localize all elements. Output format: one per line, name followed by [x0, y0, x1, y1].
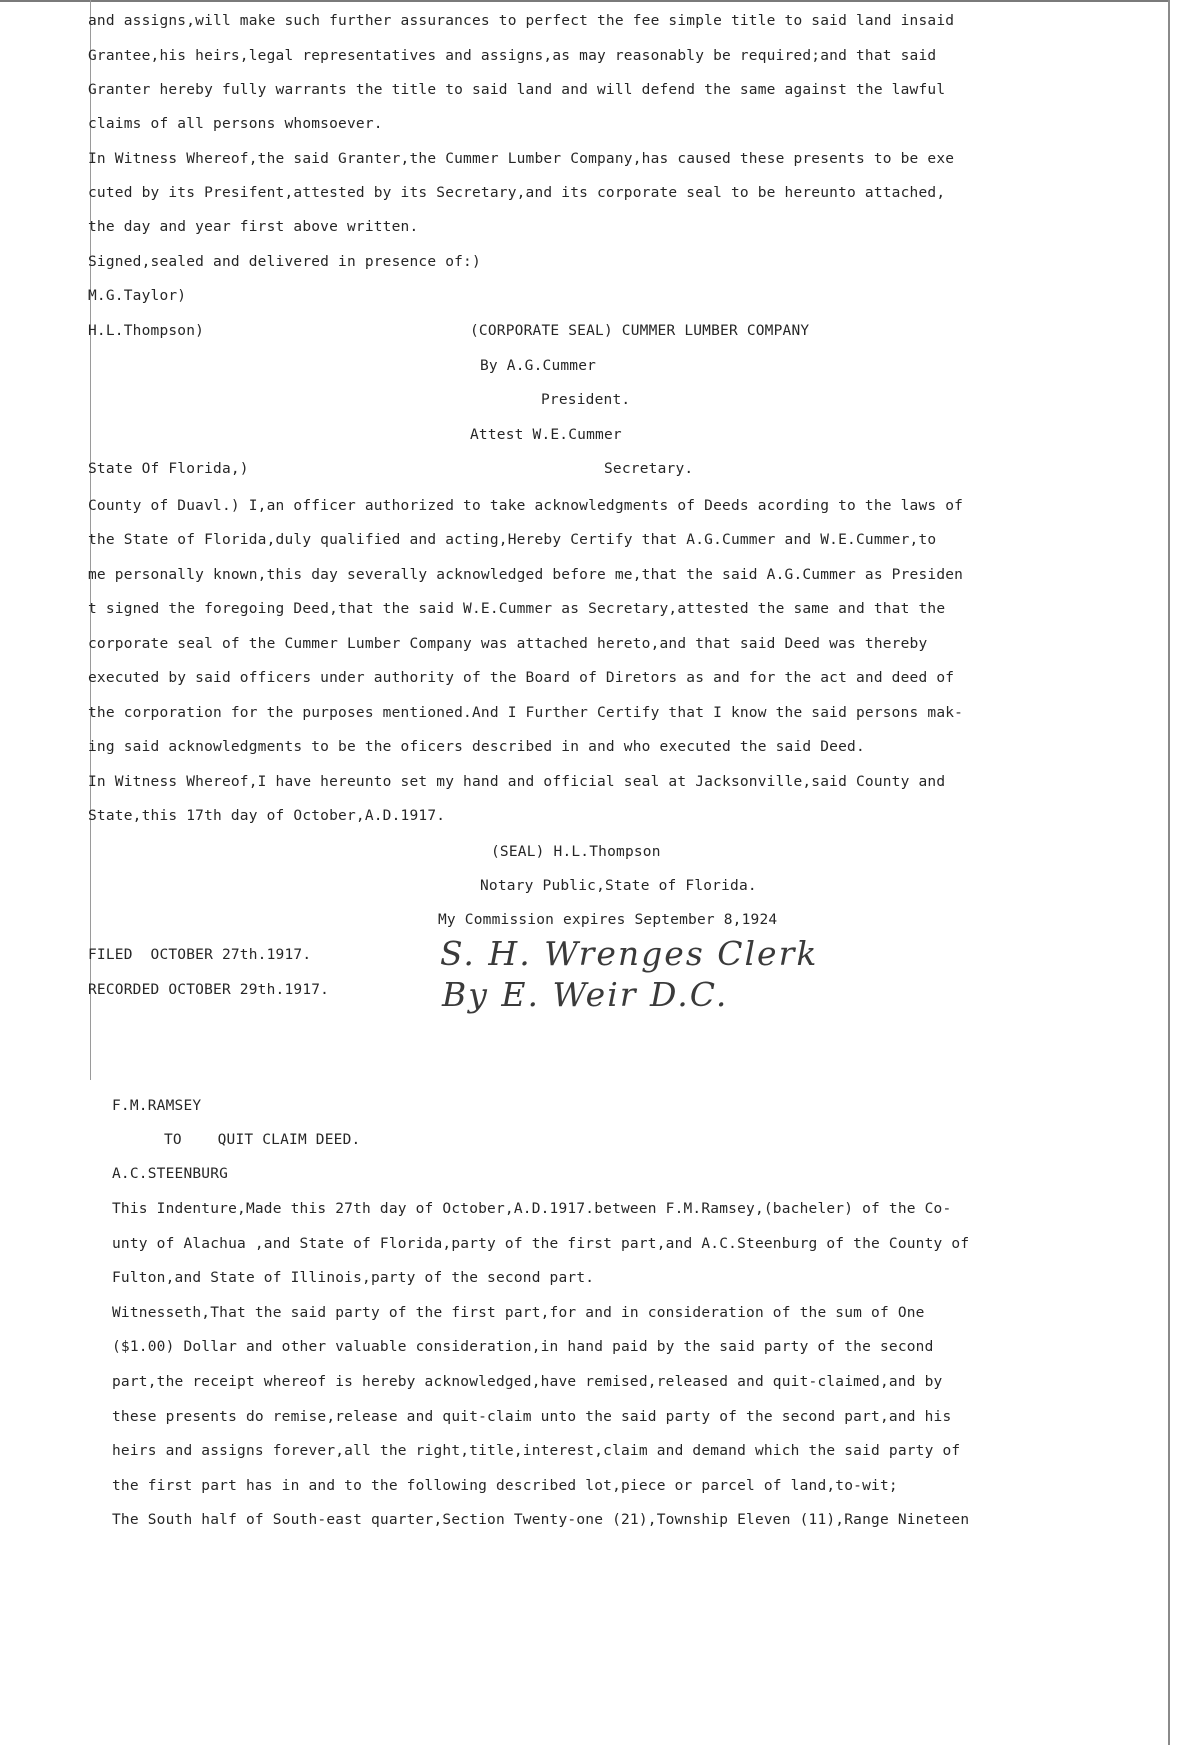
- acknowledgment-line: t signed the foregoing Deed,that the said W.E.Cummer as Secretary,attested the same and that the: [88, 601, 946, 617]
- acknowledgment-line: In Witness Whereof,I have hereunto set my hand and official seal at Jacksonville,said County and: [88, 774, 946, 790]
- filed-date: FILED OCTOBER 27th.1917.: [88, 947, 312, 963]
- deed1-line: the day and year first above written.: [88, 219, 419, 235]
- commission-expiry: My Commission expires September 8,1924: [438, 912, 778, 928]
- recorded-date: RECORDED OCTOBER 29th.1917.: [88, 982, 330, 998]
- deed1-line: claims of all persons whomsoever.: [88, 116, 383, 132]
- deed2-line: Fulton,and State of Illinois,party of the second part.: [112, 1270, 595, 1286]
- deed2-line: ($1.00) Dollar and other valuable consideration,in hand paid by the said party of the second: [112, 1339, 934, 1355]
- deed2-line: part,the receipt whereof is hereby acknowledged,have remised,released and quit-claimed,and by: [112, 1374, 943, 1390]
- grantor-name: F.M.RAMSEY: [112, 1098, 202, 1114]
- acknowledgment-line: executed by said officers under authority of the Board of Diretors as and for the act and deed of: [88, 670, 955, 686]
- signed-sealed-line: Signed,sealed and delivered in presence of:): [88, 254, 481, 270]
- signer-title-president: President.: [541, 392, 631, 408]
- deed1-line: and assigns,will make such further assurances to perfect the fee simple title to said land insaid: [88, 13, 955, 29]
- deputy-clerk-signature: By E. Weir D.C.: [442, 975, 729, 1014]
- state-venue: State Of Florida,): [88, 461, 249, 477]
- signer-title-secretary: Secretary.: [604, 461, 694, 477]
- deed2-line: This Indenture,Made this 27th day of October,A.D.1917.between F.M.Ramsey,(bacheler) of the Co-: [112, 1201, 952, 1217]
- deed-type: TO QUIT CLAIM DEED.: [164, 1132, 361, 1148]
- clerk-signature: S. H. Wrenges Clerk: [440, 934, 819, 973]
- deed2-line: The South half of South-east quarter,Section Twenty-one (21),Township Eleven (11),Range Nineteen: [112, 1512, 970, 1528]
- acknowledgment-line: me personally known,this day severally acknowledged before me,that the said A.G.Cummer as Presiden: [88, 567, 964, 583]
- acknowledgment-line: the corporation for the purposes mentioned.And I Further Certify that I know the said persons mak-: [88, 705, 964, 721]
- deed2-line: these presents do remise,release and quit-claim unto the said party of the second part,and his: [112, 1409, 952, 1425]
- acknowledgment-line: County of Duavl.) I,an officer authorized to take acknowledgments of Deeds acording to the laws of: [88, 498, 964, 514]
- deed1-line: cuted by its Presifent,attested by its Secretary,and its corporate seal to be hereunto attached,: [88, 185, 946, 201]
- notary-seal-line: (SEAL) H.L.Thompson: [491, 844, 661, 860]
- deed1-line: In Witness Whereof,the said Granter,the Cummer Lumber Company,has caused these presents to be exe: [88, 151, 955, 167]
- deed2-line: heirs and assigns forever,all the right,title,interest,claim and demand which the said party of: [112, 1443, 961, 1459]
- page-right-edge: [1168, 0, 1170, 1745]
- deed2-line: unty of Alachua ,and State of Florida,party of the first part,and A.C.Steenburg of the County of: [112, 1236, 970, 1252]
- acknowledgment-line: the State of Florida,duly qualified and acting,Hereby Certify that A.G.Cummer and W.E.Cummer,to: [88, 532, 937, 548]
- acknowledgment-line: State,this 17th day of October,A.D.1917.: [88, 808, 446, 824]
- attest-line: Attest W.E.Cummer: [470, 427, 622, 443]
- notary-title: Notary Public,State of Florida.: [480, 878, 757, 894]
- signer-by: By A.G.Cummer: [480, 358, 597, 374]
- deed1-line: Grantee,his heirs,legal representatives and assigns,as may reasonably be required;and that said: [88, 48, 937, 64]
- deed1-line: Granter hereby fully warrants the title to said land and will defend the same against the lawful: [88, 82, 946, 98]
- acknowledgment-line: ing said acknowledgments to be the oficers described in and who executed the said Deed.: [88, 739, 865, 755]
- deed2-line: the first part has in and to the following described lot,piece or parcel of land,to-wit;: [112, 1478, 898, 1494]
- deed2-line: Witnesseth,That the said party of the first part,for and in consideration of the sum of One: [112, 1305, 925, 1321]
- grantee-name: A.C.STEENBURG: [112, 1166, 229, 1182]
- corporate-seal-line: (CORPORATE SEAL) CUMMER LUMBER COMPANY: [470, 323, 810, 339]
- page-top-edge: [0, 0, 1170, 10]
- acknowledgment-line: corporate seal of the Cummer Lumber Company was attached hereto,and that said Deed was thereby: [88, 636, 928, 652]
- witness-thompson: H.L.Thompson): [88, 323, 205, 339]
- witness-taylor: M.G.Taylor): [88, 288, 187, 304]
